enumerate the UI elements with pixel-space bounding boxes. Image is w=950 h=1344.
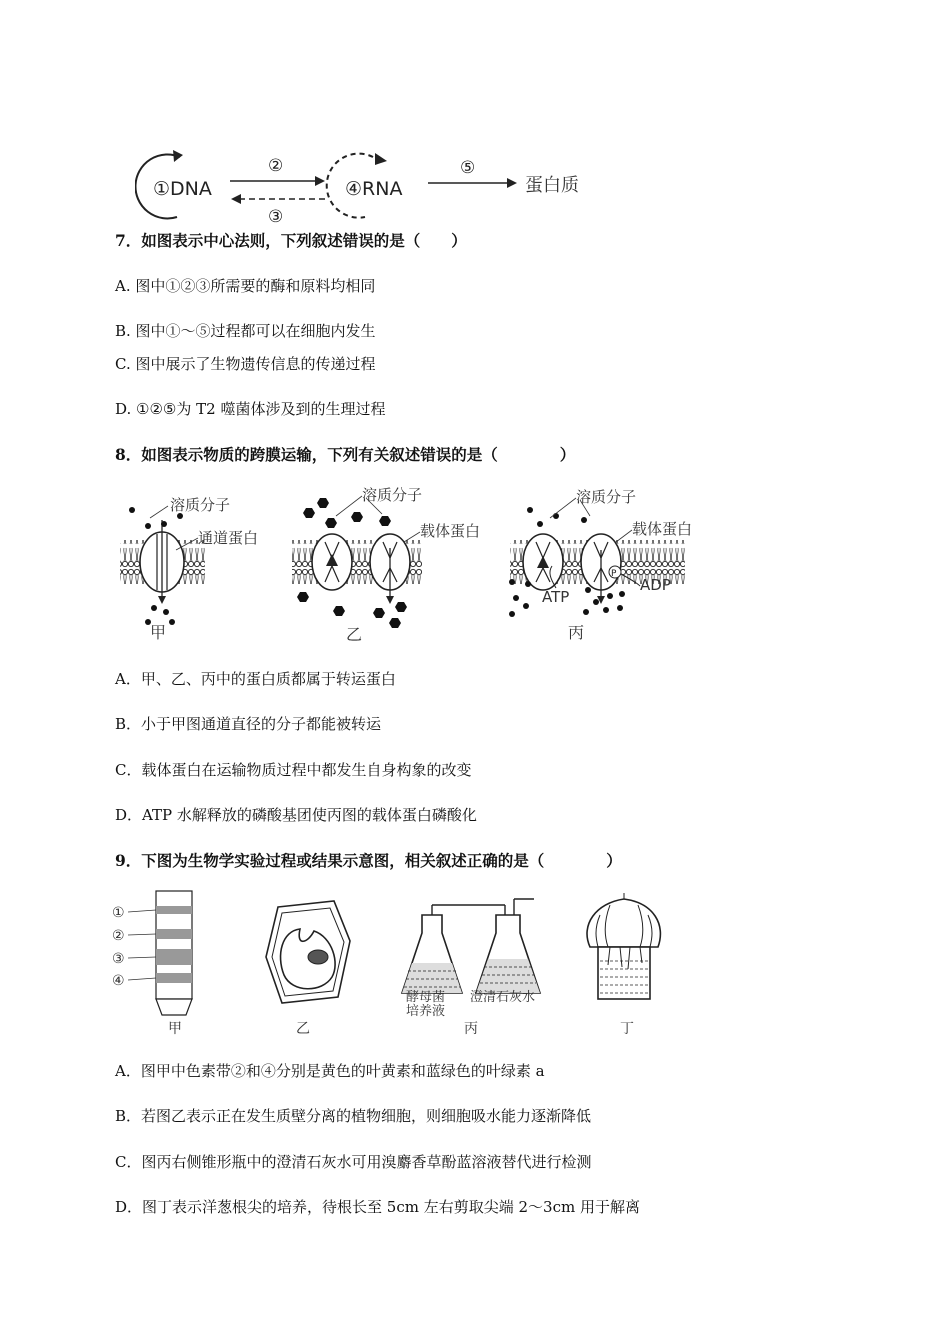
- figure-label-jia-9: 甲: [168, 1021, 182, 1037]
- figure-label-yi-9: 乙: [296, 1021, 310, 1037]
- q8-stem: 8．如图表示物质的跨膜运输，下列有关叙述错误的是（ ）: [115, 445, 576, 464]
- atp-label: ATP: [542, 588, 570, 606]
- yeast-label-line1: 酵母菌: [406, 990, 446, 1005]
- band-label-4: ④: [112, 973, 125, 989]
- band-3: [156, 949, 192, 965]
- q7-option-d: D. ①②⑤为 T2 噬菌体涉及到的生理过程: [115, 400, 386, 418]
- figure-label-yi: 乙: [346, 625, 363, 644]
- q7-stem: 7．如图表示中心法则，下列叙述错误的是（ ）: [115, 231, 467, 250]
- figure-label-ding: 丁: [620, 1021, 634, 1037]
- q9-stem: 9．下图为生物学实验过程或结果示意图，相关叙述正确的是（ ）: [115, 851, 622, 870]
- q9-option-c: C．图丙右侧锥形瓶中的澄清石灰水可用溴麝香草酚蓝溶液替代进行检测: [115, 1153, 592, 1171]
- q7-option-b: B. 图中①～⑤过程都可以在细胞内发生: [115, 322, 376, 340]
- arrow-5-label: ⑤: [460, 158, 476, 178]
- solute-label-a: 溶质分子: [170, 496, 231, 514]
- dna-node: ①DNA: [153, 178, 212, 200]
- q8-option-b: B．小于甲图通道直径的分子都能被转运: [115, 715, 382, 733]
- solute-label-b: 溶质分子: [362, 486, 423, 504]
- band-2: [156, 929, 192, 939]
- solute-label-c: 溶质分子: [576, 488, 637, 506]
- yeast-label-line2: 培养液: [406, 1004, 446, 1019]
- arrow-2-label: ②: [268, 156, 284, 176]
- nucleus: [308, 950, 328, 964]
- band-4: [156, 973, 192, 983]
- q8-option-a: A．甲、乙、丙中的蛋白质都属于转运蛋白: [115, 670, 396, 688]
- band-label-3: ③: [112, 951, 125, 967]
- q9-option-d: D．图丁表示洋葱根尖的培养，待根长至 5cm 左右剪取尖端 2～3cm 用于解离: [115, 1198, 640, 1216]
- carrier-label-b: 载体蛋白: [420, 522, 481, 540]
- limewater-label: 澄清石灰水: [470, 990, 536, 1005]
- arrow-3-label: ③: [268, 207, 284, 227]
- q8-option-c: C．载体蛋白在运输物质过程中都发生自身构象的改变: [115, 761, 472, 779]
- band-1: [156, 906, 192, 914]
- q8-option-d: D．ATP 水解释放的磷酸基团使丙图的载体蛋白磷酸化: [115, 806, 477, 824]
- figure-label-bing: 丙: [568, 623, 585, 642]
- central-dogma-figure: [135, 145, 605, 230]
- beaker: [598, 947, 650, 999]
- q9-option-b: B．若图乙表示正在发生质壁分离的植物细胞，则细胞吸水能力逐渐降低: [115, 1107, 592, 1125]
- channel-label: 通道蛋白: [198, 529, 259, 547]
- protein-node: 蛋白质: [525, 175, 579, 196]
- band-label-2: ②: [112, 928, 125, 944]
- experiment-figure: [110, 885, 680, 1045]
- phosphate-label: P: [611, 569, 617, 579]
- onion-bulb: [587, 899, 660, 947]
- figure-label-jia: 甲: [150, 623, 167, 642]
- rna-node: ④RNA: [345, 178, 403, 200]
- membrane-transport-figure: [110, 480, 710, 650]
- q7-option-c: C. 图中展示了生物遗传信息的传递过程: [115, 355, 376, 373]
- carrier-label-c: 载体蛋白: [632, 520, 693, 538]
- adp-label: ADP: [640, 576, 671, 594]
- q7-option-a: A. 图中①②③所需要的酶和原料均相同: [115, 277, 376, 295]
- q9-option-a: A．图甲中色素带②和④分别是黄色的叶黄素和蓝绿色的叶绿素 a: [115, 1062, 545, 1080]
- band-label-1: ①: [112, 905, 125, 921]
- figure-label-bing-9: 丙: [464, 1021, 478, 1037]
